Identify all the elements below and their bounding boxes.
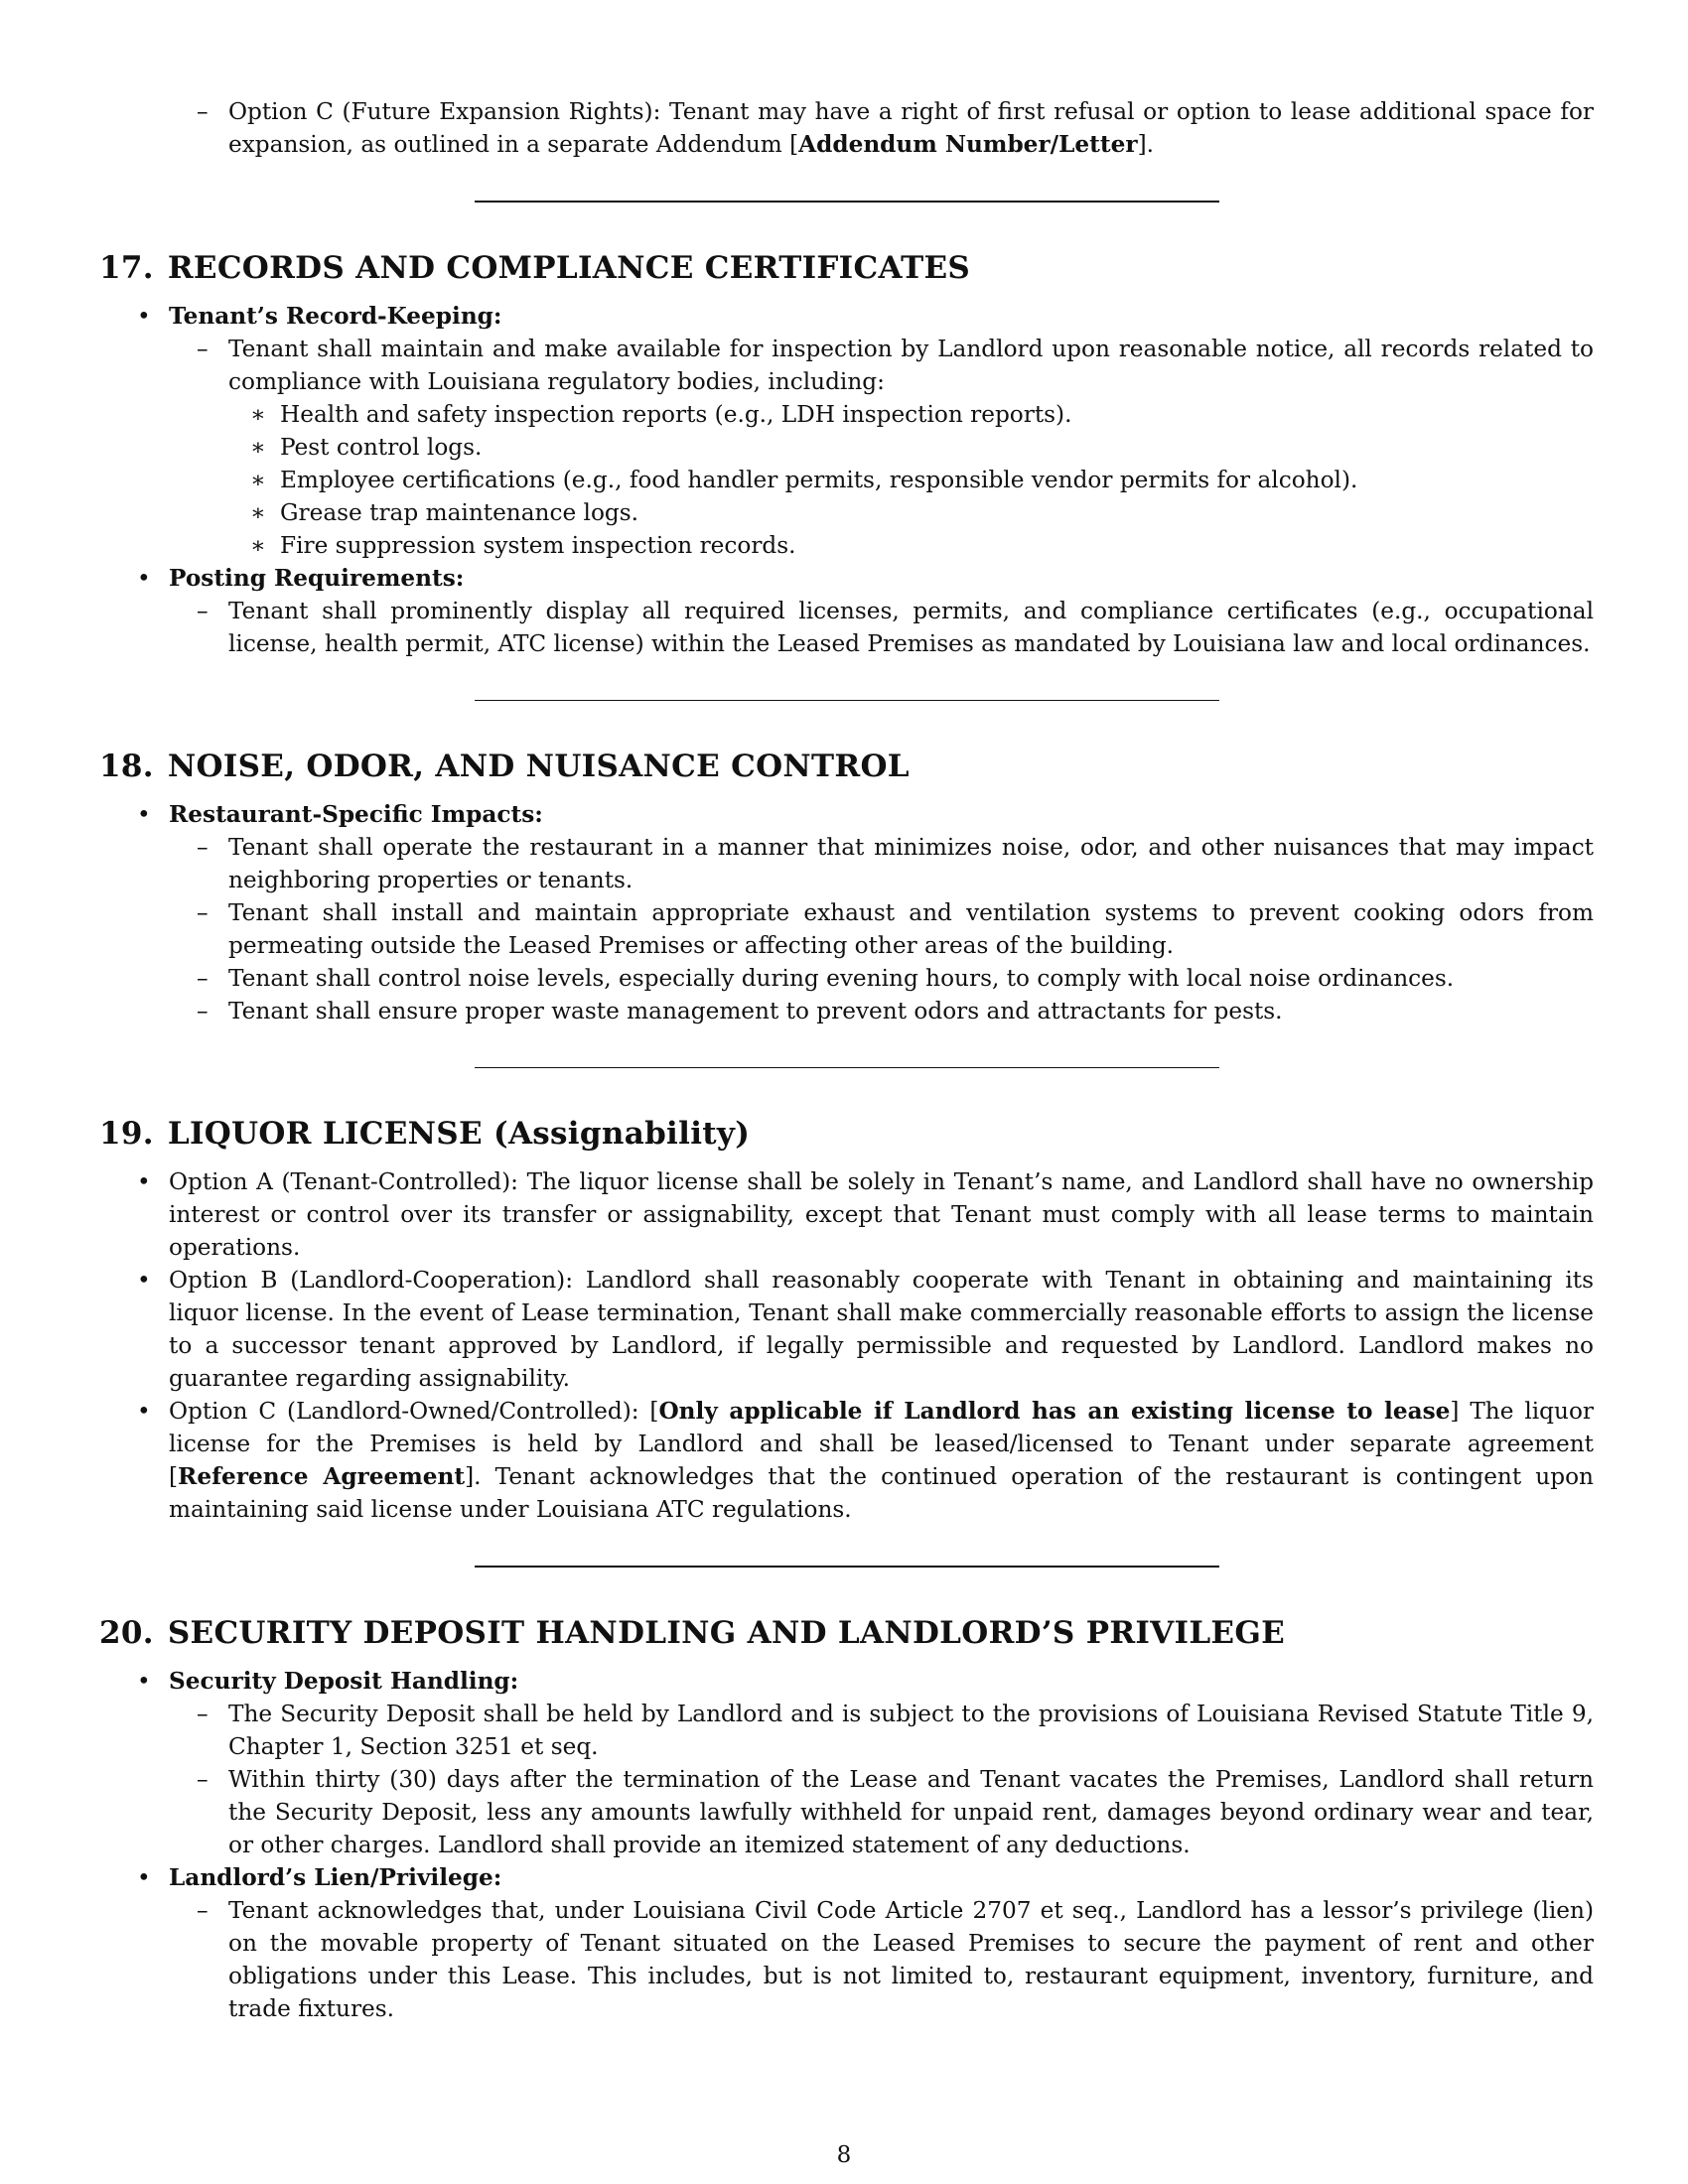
item-text: Tenant shall prominently display all required licenses, permits, and compliance certificates (e.g., occupational license, health permit, ATC license) within the Leased Premises as mandated by Louisiana law and local ordinances.	[228, 598, 1594, 657]
list-item	[99, 595, 1594, 660]
item-text: Employee certifications (e.g., food handler permits, responsible vendor permits for alcohol).	[280, 467, 1358, 493]
section-title: RECORDS AND COMPLIANCE CERTIFICATES	[167, 250, 971, 286]
item-text: Pest control logs.	[280, 434, 483, 461]
item-text: Health and safety inspection reports (e.g., LDH inspection reports).	[280, 401, 1072, 428]
option-c-expansion	[99, 95, 1594, 161]
list-item	[99, 1698, 1594, 1763]
list-item	[99, 464, 1594, 496]
list-item	[99, 431, 1594, 464]
bold-placeholder: Only applicable if Landlord has an existing license to lease	[658, 1398, 1451, 1425]
section-20-heading	[99, 1613, 1594, 1653]
item-label: Security Deposit Handling:	[169, 1668, 519, 1695]
list-item	[99, 1665, 1594, 1698]
section-19-heading	[99, 1114, 1594, 1154]
section-title: NOISE, ODOR, AND NUISANCE CONTROL	[167, 749, 910, 784]
item-label: Landlord’s Lien/Privilege:	[169, 1864, 502, 1891]
list-item	[99, 1861, 1594, 1894]
section-18-heading	[99, 747, 1594, 786]
section-19-list	[99, 1165, 1594, 1526]
section-number: 17.	[99, 250, 154, 286]
item-text: Tenant shall install and maintain appropriate exhaust and ventilation systems to prevent cooking odors from permeating outside the Leased Premises or affecting other areas of the building.	[228, 899, 1594, 959]
list-item	[99, 962, 1594, 995]
list-item	[99, 1894, 1594, 2025]
list-item	[99, 496, 1594, 529]
section-number: 20.	[99, 1615, 154, 1651]
item-text: Tenant shall maintain and make available for inspection by Landlord upon reasonable notice, all records related to compliance with Louisiana regulatory bodies, including:	[228, 336, 1594, 395]
item-text: The Security Deposit shall be held by Landlord and is subject to the provisions of Louisiana Revised Statute Title 9, Chapter 1, Section 3251 et seq.	[228, 1701, 1594, 1760]
item-text: Tenant shall ensure proper waste management to prevent odors and attractants for pests.	[228, 998, 1283, 1024]
section-title: SECURITY DEPOSIT HANDLING AND LANDLORD’S PRIVILEGE	[167, 1615, 1286, 1651]
item-text: ]. Tenant acknowledges that the continued operation of the restaurant is contingent upon maintaining said license under Louisiana ATC regulations.	[169, 1463, 1594, 1523]
list-item	[99, 798, 1594, 831]
item-text: Option A (Tenant-Controlled): The liquor license shall be solely in Tenant’s name, and Landlord shall have no ownership interest or control over its transfer or assignability, except that Tenant must comply with all lease terms to maintain operations.	[169, 1168, 1594, 1261]
document-page	[99, 95, 1594, 2025]
list-item	[99, 398, 1594, 431]
item-label: Posting Requirements:	[169, 565, 465, 592]
section-18-list	[99, 798, 1594, 1027]
list-item	[99, 562, 1594, 595]
list-item	[99, 300, 1594, 333]
section-17-list	[99, 300, 1594, 660]
item-text: Within thirty (30) days after the termination of the Lease and Tenant vacates the Premises, Landlord shall return the Security Deposit, less any amounts lawfully withheld for unpaid rent, damages beyond ordinary wear and tear, or other charges. Landlord shall provide an itemized statement of any deductions.	[228, 1766, 1594, 1858]
section-title: LIQUOR LICENSE (Assignability)	[167, 1116, 751, 1152]
item-label: Tenant’s Record-Keeping:	[169, 303, 502, 330]
item-label: Restaurant-Specific Impacts:	[169, 801, 543, 828]
item-text: Option C (Landlord-Owned/Controlled): [	[169, 1398, 659, 1425]
list-item	[99, 333, 1594, 398]
section-20-list	[99, 1665, 1594, 2025]
item-text: ] The liquor license for the Premises is held by Landlord and shall be leased/licensed to Tenant under separate agreement [	[169, 1398, 1594, 1490]
list-item	[99, 1763, 1594, 1861]
section-number: 19.	[99, 1116, 154, 1152]
item-text: Grease trap maintenance logs.	[280, 499, 639, 526]
text: Option C (Future Expansion Rights): Tenant may have a right of first refusal or option to lease additional space for expansion, as outlined in a separate Addendum [	[228, 98, 1594, 158]
list-item	[99, 995, 1594, 1027]
item-text: Fire suppression system inspection records.	[280, 532, 796, 559]
list-item	[99, 831, 1594, 896]
list-item	[99, 529, 1594, 562]
item-text: Option B (Landlord-Cooperation): Landlord shall reasonably cooperate with Tenant in obtaining and maintaining its liquor license. In the event of Lease termination, Tenant shall make commercially reasonable efforts to assign the license to a successor tenant approved by Landlord, if legally permissible and requested by Landlord. Landlord makes no guarantee regarding assignability.	[169, 1267, 1594, 1392]
item-text: Tenant shall operate the restaurant in a manner that minimizes noise, odor, and other nuisances that may impact neighboring properties or tenants.	[228, 834, 1594, 893]
bold-placeholder: Reference Agreement	[178, 1463, 466, 1490]
list-item	[99, 1264, 1594, 1395]
item-text: Tenant acknowledges that, under Louisiana Civil Code Article 2707 et seq., Landlord has a lessor’s privilege (lien) on the movable property of Tenant situated on the Leased Premises to secure the payment of rent and other obligations under this Lease. This includes, but is not limited to, restaurant equipment, inventory, furniture, and trade fixtures.	[228, 1897, 1594, 2022]
page-number: 8	[836, 2142, 852, 2168]
section-17-heading	[99, 248, 1594, 288]
list-item	[99, 1395, 1594, 1526]
list-item	[99, 1165, 1594, 1264]
list-item	[99, 896, 1594, 962]
section-number: 18.	[99, 749, 154, 784]
bold-placeholder: Addendum Number/Letter	[798, 131, 1138, 158]
text: ].	[1137, 131, 1154, 158]
item-text: Tenant shall control noise levels, especially during evening hours, to comply with local noise ordinances.	[228, 965, 1455, 992]
section-16-tail	[99, 95, 1594, 161]
